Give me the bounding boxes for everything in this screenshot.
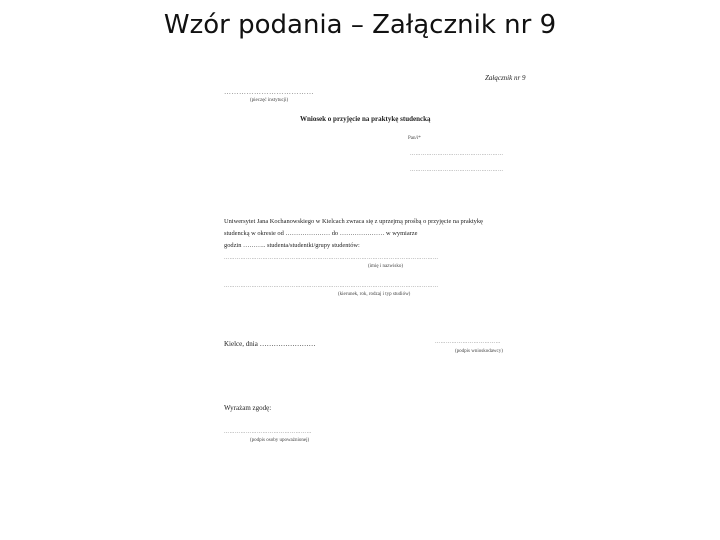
stamp-caption: (pieczęć instytucji) [250,98,289,103]
place-date: Kielce, dnia …………………… [224,340,316,348]
consent-label: Wyrażam zgodę: [224,404,272,412]
recipient-dots-1: …………………………………………… [410,152,504,157]
consent-dots: ………………………………………… [224,430,312,435]
consent-caption: (podpis osoby upoważnionej) [250,438,310,443]
signature-caption: (podpis wnioskodawcy) [455,349,503,354]
recipient-label: Pan/i* [408,136,421,141]
document-image [220,70,535,470]
body-line-1: Uniwersytet Jana Kochanowskiego w Kielcach zwraca się z uprzejmą prośbą o przyjęcie na praktykę [224,218,483,225]
document-heading: Wniosek o przyjęcie na praktykę studencką [300,115,431,123]
recipient-dots-2: …………………………………………… [410,168,504,173]
annex-label: Załącznik nr 9 [485,74,526,82]
name-dots: ……………………………………………………………………………………………………… [224,256,439,261]
name-caption: (imię i nazwisko) [368,264,403,269]
body-line-3: godzin ……….. studenta/studentki/grupy studentów: [224,242,360,249]
stamp-dots: ……………………………… [224,88,314,96]
study-caption: (kierunek, rok, rodzaj i typ studiów) [338,292,411,297]
body-line-2: studencką w okresie od ………………… do ………………… w wymiarze [224,230,418,237]
study-dots: ……………………………………………………………………………………………………… [224,284,439,289]
signature-dots: ……………………………… [435,340,501,345]
slide-title: Wzór podania – Załącznik nr 9 [163,10,557,40]
